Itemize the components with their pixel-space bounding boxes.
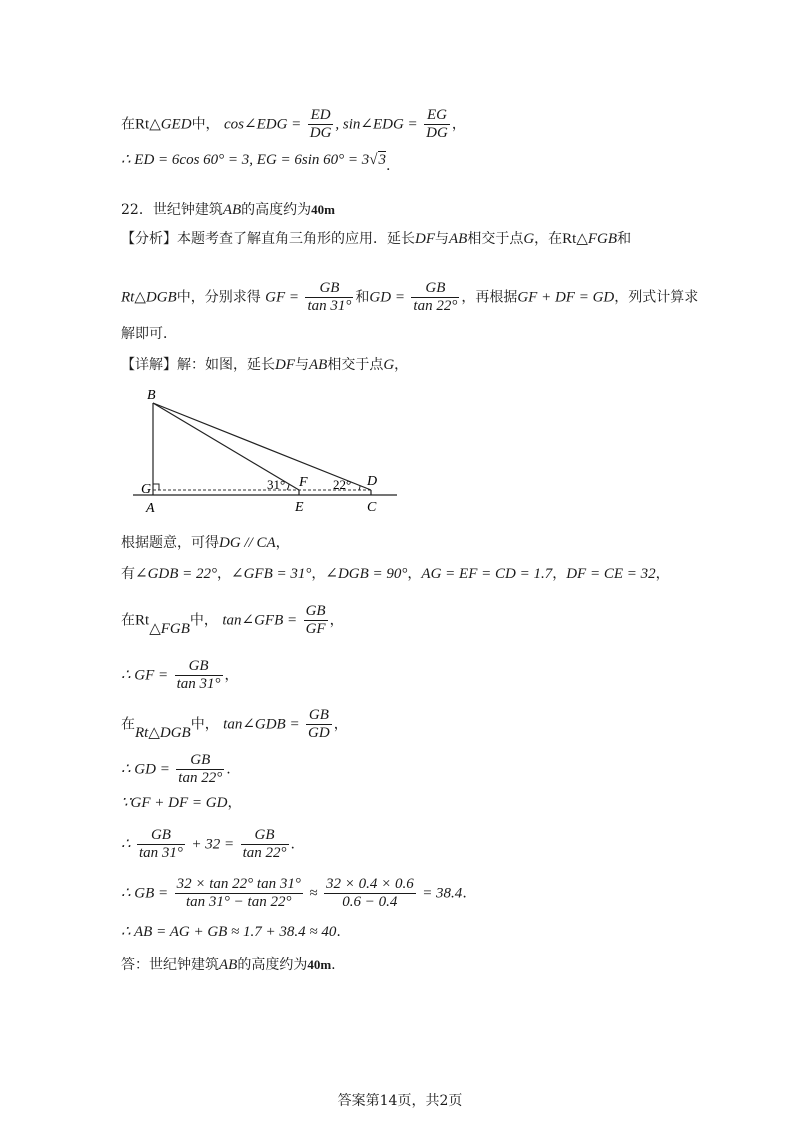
approx-symbol: ≈ bbox=[309, 885, 318, 902]
text: ， bbox=[311, 566, 326, 582]
fraction bbox=[137, 827, 185, 862]
denominator: tan 22° bbox=[413, 298, 458, 314]
denominator: tan 31° bbox=[307, 298, 352, 314]
line-2 bbox=[121, 150, 391, 174]
segment-label: AB bbox=[222, 202, 242, 218]
label-c: C bbox=[367, 500, 377, 515]
numerator: GB bbox=[411, 280, 459, 298]
text: ， bbox=[394, 357, 409, 373]
fraction bbox=[241, 827, 289, 862]
line-13 bbox=[121, 752, 231, 787]
denominator: tan 22° bbox=[178, 770, 223, 786]
tan-expression: tan∠GFB = bbox=[222, 612, 298, 629]
rt-symbol: Rt bbox=[135, 612, 150, 629]
text: 解即可． bbox=[121, 326, 177, 342]
text: . bbox=[462, 885, 467, 902]
fraction bbox=[304, 603, 328, 638]
equation: GD = bbox=[369, 289, 405, 306]
line-6 bbox=[121, 324, 177, 344]
result: = 38.4 bbox=[422, 885, 463, 902]
answer-value: 40m bbox=[311, 202, 335, 217]
line-10 bbox=[121, 603, 344, 638]
rt-symbol: Rt bbox=[135, 116, 150, 133]
text: 根据题意，可得 bbox=[121, 535, 219, 551]
numerator: GB bbox=[175, 658, 223, 676]
text: 与 bbox=[295, 357, 309, 373]
triangle-name: △FGB bbox=[576, 231, 618, 247]
line-12 bbox=[121, 707, 348, 742]
label-angle-31: 31° bbox=[267, 477, 286, 492]
equation: ∠GDB = 22° bbox=[135, 566, 218, 582]
equation: DG // CA bbox=[219, 535, 276, 551]
analysis-tag: 【分析】 bbox=[121, 231, 177, 247]
text: . bbox=[290, 836, 295, 853]
segment-label: DF bbox=[415, 231, 435, 247]
denominator: GD bbox=[308, 725, 330, 741]
text: ， bbox=[333, 716, 348, 733]
equation: DF = CE = 32 bbox=[566, 566, 656, 582]
line-18 bbox=[121, 955, 336, 975]
denominator: tan 31° bbox=[176, 676, 221, 692]
text: 的高度约为 bbox=[241, 202, 312, 218]
label-a: A bbox=[146, 501, 155, 516]
numerator: 32 × 0.4 × 0.6 bbox=[325, 876, 414, 892]
right-angle-mark bbox=[153, 484, 159, 490]
equation: + 32 = bbox=[191, 836, 235, 853]
text: ， bbox=[275, 535, 290, 551]
numerator: EG bbox=[424, 107, 450, 125]
text: ， bbox=[451, 116, 466, 133]
segment-label: DF bbox=[275, 357, 295, 373]
text: ， bbox=[217, 566, 232, 582]
answer-value: 40m bbox=[307, 957, 332, 972]
triangle-name: △GED bbox=[149, 116, 192, 133]
text: ， bbox=[224, 667, 239, 684]
radicand: 3 bbox=[378, 152, 387, 168]
text: 有 bbox=[121, 566, 135, 582]
line-15 bbox=[121, 827, 295, 862]
numerator: GB bbox=[241, 827, 289, 845]
fraction bbox=[175, 658, 223, 693]
equation: ∴ AB = AG + GB ≈ 1.7 + 38.4 ≈ 40 bbox=[121, 924, 337, 940]
text: ，再根据 bbox=[461, 289, 518, 306]
fraction bbox=[175, 876, 303, 911]
denominator: DG bbox=[426, 125, 448, 141]
fraction bbox=[306, 707, 332, 742]
text: ， bbox=[329, 612, 344, 629]
page-footer: 答案第14页，共2页 bbox=[337, 1093, 463, 1109]
fraction bbox=[424, 107, 450, 142]
fraction bbox=[305, 280, 353, 315]
label-d: D bbox=[367, 474, 378, 489]
numerator: GB bbox=[176, 752, 224, 770]
equation: ∴ ED = 6cos 60° = 3, EG = 6sin 60° = 3 bbox=[121, 152, 370, 168]
point-label: G bbox=[523, 231, 535, 247]
label-f: F bbox=[299, 475, 308, 490]
text: 相交于点 bbox=[467, 231, 524, 247]
point-label: G bbox=[383, 357, 395, 373]
equation: ∴ GB = bbox=[121, 885, 169, 902]
line-17 bbox=[121, 922, 341, 942]
sqrt: √3 bbox=[369, 152, 387, 168]
line-8 bbox=[121, 533, 290, 553]
detail-tag: 【详解】 bbox=[121, 357, 177, 373]
numerator: GB bbox=[305, 280, 353, 298]
segment-label: AB bbox=[219, 957, 238, 973]
text: 中， bbox=[191, 116, 220, 133]
text: 中， bbox=[189, 612, 218, 629]
figure-svg bbox=[121, 385, 411, 517]
text: ，在 bbox=[534, 231, 563, 247]
fraction bbox=[176, 752, 224, 787]
rt-symbol: Rt bbox=[562, 231, 577, 247]
angle-arc-22 bbox=[359, 486, 360, 490]
segment-label: AB bbox=[309, 357, 328, 373]
fraction bbox=[324, 876, 416, 911]
numerator: GB bbox=[306, 707, 332, 725]
text: ， bbox=[407, 566, 422, 582]
text: 相交于点 bbox=[327, 357, 384, 373]
text: ，列式计算求 bbox=[614, 289, 699, 306]
numerator: GB bbox=[137, 827, 185, 845]
denominator: GF bbox=[305, 621, 326, 637]
triangle-name: Rt△DGB bbox=[121, 289, 177, 306]
text: ， bbox=[227, 795, 242, 811]
line-1 bbox=[121, 107, 466, 142]
equation: GF + DF = GD bbox=[517, 289, 615, 306]
denominator: 0.6 − 0.4 bbox=[342, 894, 398, 910]
line-11 bbox=[121, 658, 239, 693]
fraction bbox=[308, 107, 334, 142]
text: 答：世纪钟建筑 bbox=[121, 957, 219, 973]
numerator: 32 × tan 22° tan 31° bbox=[176, 876, 301, 892]
therefore-symbol: ∴ bbox=[121, 836, 131, 853]
text: . bbox=[386, 158, 391, 174]
denominator: DG bbox=[309, 125, 332, 141]
question-heading: 22．世纪钟建筑 bbox=[121, 202, 223, 218]
equation: ∵GF + DF = GD bbox=[121, 795, 228, 811]
label-e: E bbox=[295, 500, 304, 515]
numerator: ED bbox=[308, 107, 334, 125]
equation: AG = EF = CD = 1.7 bbox=[421, 566, 553, 582]
triangle-name: Rt△DGB bbox=[135, 724, 191, 741]
denominator: tan 31° bbox=[139, 845, 183, 861]
text: 和 bbox=[617, 231, 632, 247]
text: 在 bbox=[121, 612, 135, 629]
text: . bbox=[331, 957, 336, 973]
line-5 bbox=[121, 280, 698, 315]
text: 和 bbox=[355, 289, 370, 306]
text: ， bbox=[655, 566, 670, 582]
text: . bbox=[226, 761, 231, 778]
text: . bbox=[336, 924, 341, 940]
line-16 bbox=[121, 876, 467, 911]
line-9 bbox=[121, 564, 670, 584]
line-7 bbox=[121, 355, 408, 375]
cos-expression: cos∠EDG = bbox=[224, 116, 302, 133]
line-4 bbox=[121, 229, 631, 249]
denominator: tan 22° bbox=[242, 845, 287, 861]
geometry-figure bbox=[121, 385, 411, 521]
text: 中， bbox=[190, 716, 219, 733]
text: 在 bbox=[121, 116, 135, 133]
text: 在 bbox=[121, 716, 135, 733]
angle-arc-31 bbox=[287, 484, 289, 490]
equation: GF = bbox=[265, 289, 300, 306]
denominator: tan 31° − tan 22° bbox=[186, 894, 292, 910]
text: ， bbox=[552, 566, 567, 582]
segment-label: AB bbox=[449, 231, 468, 247]
text: 中，分别求得 bbox=[176, 289, 261, 306]
line-3 bbox=[121, 200, 335, 220]
numerator: GB bbox=[305, 603, 326, 619]
sin-expression: , sin∠EDG = bbox=[335, 116, 418, 133]
label-angle-22: 22° bbox=[333, 477, 352, 492]
equation: ∠GFB = 31° bbox=[231, 566, 312, 582]
triangle-name: △FGB bbox=[149, 620, 190, 637]
text: 本题考查了解直角三角形的应用．延长 bbox=[177, 231, 415, 247]
fraction bbox=[411, 280, 459, 315]
label-g: G bbox=[141, 482, 152, 497]
equation: ∠DGB = 90° bbox=[325, 566, 408, 582]
label-b: B bbox=[147, 388, 156, 403]
equation: ∴ GD = bbox=[121, 761, 170, 778]
text: 与 bbox=[435, 231, 449, 247]
equation: ∴ GF = bbox=[121, 667, 169, 684]
text: 的高度约为 bbox=[237, 957, 308, 973]
text: 解：如图，延长 bbox=[177, 357, 275, 373]
line-14 bbox=[121, 793, 241, 813]
tan-expression: tan∠GDB = bbox=[223, 716, 300, 733]
